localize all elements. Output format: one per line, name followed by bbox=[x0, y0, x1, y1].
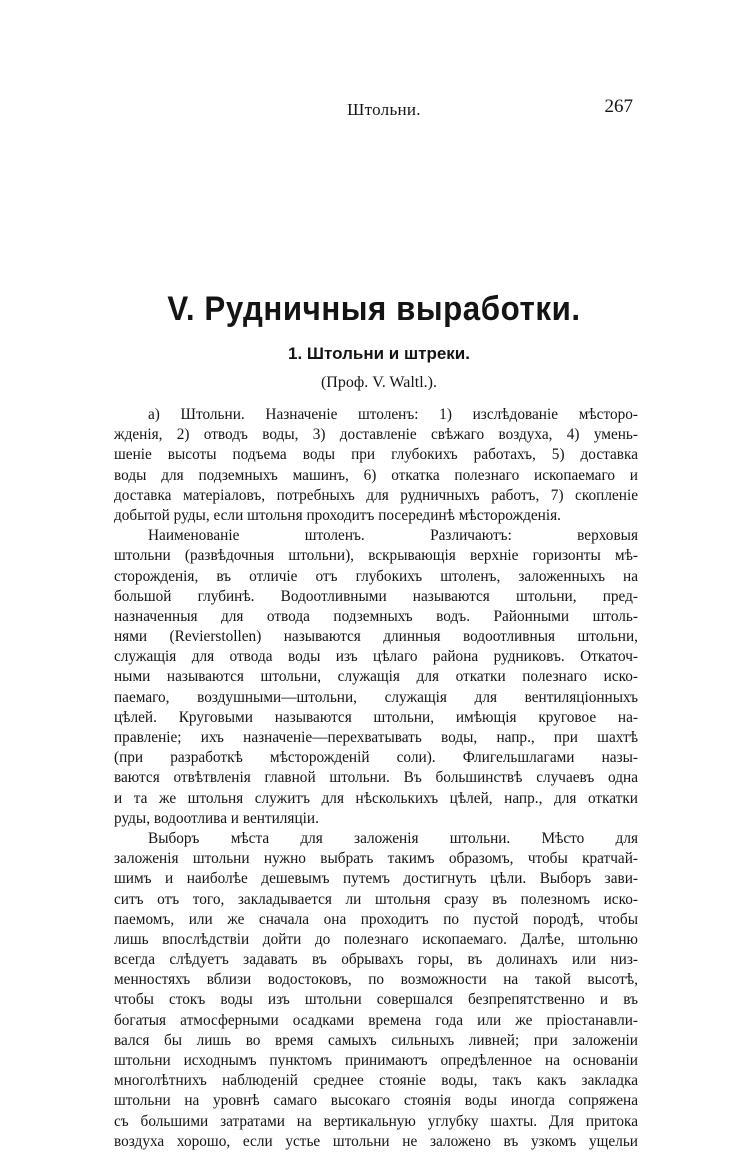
text-line: штольни на уровнѣ самаго высокаго стоянія воды иногда сопряжена bbox=[114, 1092, 638, 1110]
text-line: заложенія штольни нужно выбрать такимъ образомъ, чтобы кратчай- bbox=[114, 850, 638, 868]
text-line: шимъ и наиболѣе дешевымъ путемъ достигнуть цѣли. Выборъ зави- bbox=[114, 870, 638, 888]
page-number: 267 bbox=[604, 96, 633, 117]
text-line: нями (Revierstollen) называются длинныя водоотливныя штольни, bbox=[114, 628, 638, 646]
body-text bbox=[114, 405, 638, 1152]
running-head bbox=[115, 96, 633, 120]
text-line: многолѣтнихъ наблюденій среднее стояніе воды, такъ какъ закладка bbox=[114, 1072, 638, 1090]
text-line: всегда слѣдуетъ задавать въ обрывахъ горы, въ долинахъ или низ- bbox=[114, 951, 638, 969]
text-line: правленіе; ихъ назначеніе—перехватывать воды, напр., при шахтѣ bbox=[114, 729, 638, 746]
text-line: съ большими затратами на вертикальную углубку шахты. Для притока bbox=[114, 1112, 638, 1130]
text-line: жденія, 2) отводъ воды, 3) доставленіе свѣжаго воздуха, 4) умень- bbox=[114, 426, 638, 444]
text-line: штольни исходнымъ пунктомъ принимаютъ опредѣленное на основаніи bbox=[114, 1052, 638, 1069]
text-line: (при разработкѣ мѣсторожденій соли). Флигельшлагами назы- bbox=[114, 749, 638, 767]
text-line: воды для подземныхъ машинъ, 6) откатка полезнаго ископаемаго и bbox=[114, 466, 638, 484]
text-line: и та же штольня служитъ для нѣсколькихъ цѣлей, напр., для откатки bbox=[114, 789, 638, 807]
text-line: лишь впослѣдствіи дойти до полезнаго ископаемаго. Далѣе, штольню bbox=[114, 930, 638, 948]
text-line: паемомъ, или же сначала она проходитъ по пустой породѣ, чтобы bbox=[114, 910, 638, 928]
text-line: богатыя атмосферными осадками времена года или же пріостанавли- bbox=[114, 1011, 638, 1029]
text-line: добытой руды, если штольня проходитъ посерединѣ мѣсторожденія. bbox=[114, 506, 561, 524]
text-line: ваются отвѣтвленія главной штольни. Въ большинствѣ случаевъ одна bbox=[114, 769, 638, 787]
section-title: 1. Штольни и штреки. bbox=[288, 344, 470, 363]
text-line: вался бы лишь во время самыхъ сильныхъ ливней; при заложеніи bbox=[114, 1031, 638, 1049]
text-line: большой глубинѣ. Водоотливными называются штольни, пред- bbox=[114, 587, 638, 605]
running-title: Штольни. bbox=[347, 100, 421, 119]
text-line: паемаго, воздушными—штольни, служащія для вентиляціонныхъ bbox=[114, 688, 638, 706]
text-line: ситъ отъ того, закладывается ли штольня сразу въ полезномъ иско- bbox=[114, 890, 638, 908]
text-line: руды, водоотлива и вентиляціи. bbox=[114, 809, 319, 827]
text-line: цѣлей. Круговыми называются штольни, имѣющія круговое на- bbox=[114, 708, 638, 726]
text-line: менностяхъ вблизи водостоковъ, по возможности на такой высотѣ, bbox=[114, 971, 638, 989]
text-line: служащія для отвода воды изъ цѣлаго района рудниковъ. Откаточ- bbox=[114, 648, 638, 666]
chapter-title: V. Рудничныя выработки. bbox=[167, 290, 581, 328]
text-line: назначенныя для отвода подземныхъ водъ. Районными штоль- bbox=[114, 607, 638, 625]
text-line: а) Штольни. Назначеніе штоленъ: 1) изслѣдованіе мѣсторо- bbox=[148, 406, 638, 423]
text-line: штольни (развѣдочныя штольни), вскрывающія верхніе горизонты мѣ- bbox=[114, 547, 638, 565]
text-line: шеніе высоты подъема воды при глубокихъ работахъ, 5) доставка bbox=[114, 446, 638, 464]
text-line: Выборъ мѣста для заложенія штольни. Мѣсто для bbox=[148, 829, 638, 847]
text-line: ными называются штольни, служащія для откатки полезнаго иско- bbox=[114, 668, 638, 686]
text-line: Наименованіе штоленъ. Различаютъ: верховыя bbox=[148, 527, 638, 545]
text-line: чтобы стокъ воды изъ штольни совершался безпрепятственно и въ bbox=[114, 991, 638, 1009]
text-line: сторожденія, въ отличіе отъ глубокихъ штоленъ, заложенныхъ на bbox=[114, 567, 638, 585]
text-line: воздуха хорошо, если устье штольни не заложено въ узкомъ ущельи bbox=[114, 1132, 638, 1150]
author-line: (Проф. V. Waltl.). bbox=[320, 374, 438, 391]
text-line: доставка матеріаловъ, потребныхъ для рудничныхъ работъ, 7) скопленіе bbox=[114, 486, 638, 504]
